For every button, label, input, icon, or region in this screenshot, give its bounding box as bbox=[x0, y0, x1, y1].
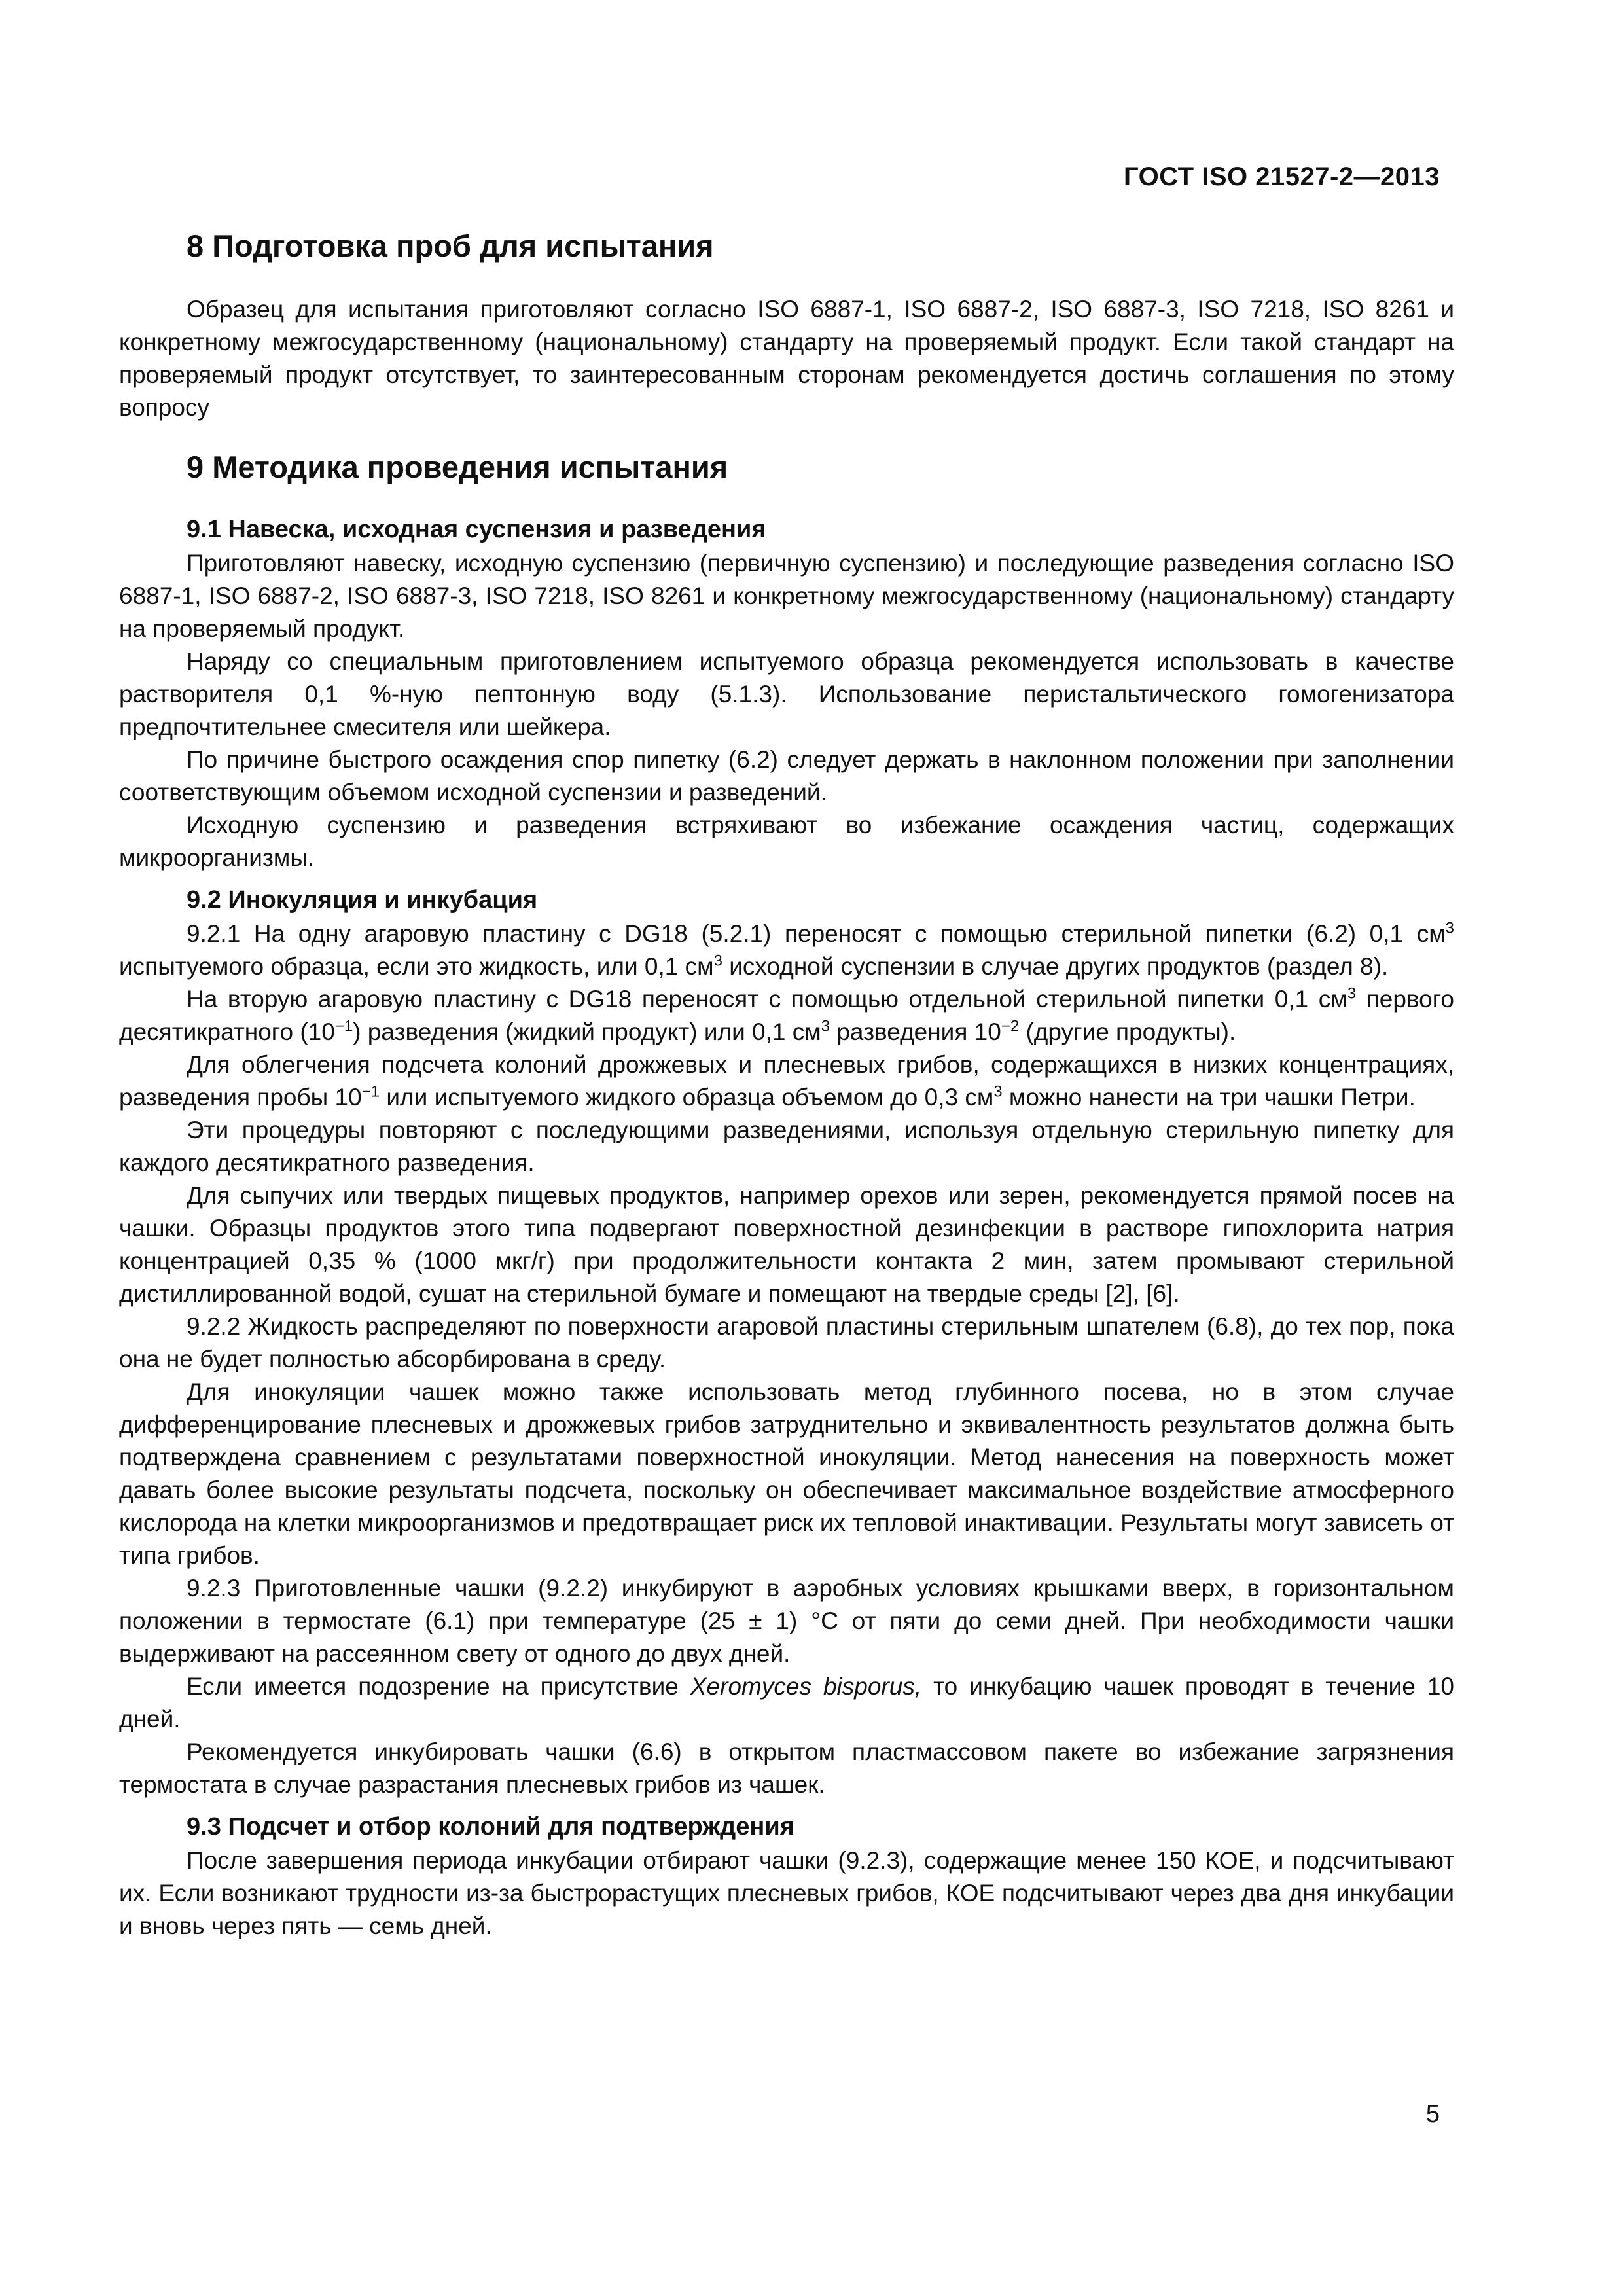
page-number: 5 bbox=[1425, 2100, 1440, 2128]
section-9-heading: 9 Методика проведения испытания bbox=[187, 450, 728, 484]
text-run: испытуемого образца, если это жидкость, или 0,1 см bbox=[119, 953, 714, 980]
text-run: ) разведения (жидкий продукт) или 0,1 см bbox=[353, 1018, 821, 1045]
paragraph-9-2-xeromyces bbox=[119, 1670, 1454, 1736]
superscript: −2 bbox=[1001, 1017, 1020, 1035]
subsection-9-3-heading: 9.3 Подсчет и отбор колоний для подтверждения bbox=[187, 1813, 794, 1840]
text-run: первого десятикратного (10 bbox=[119, 986, 1454, 1045]
superscript: 3 bbox=[993, 1083, 1003, 1101]
superscript: 3 bbox=[1347, 984, 1357, 1003]
section-8-paragraph: Образец для испытания приготовляют согласно ISO 6887-1, ISO 6887-2, ISO 6887-3, ISO 7218, ISO 8261 и конкретному межгосударственному (национальному) стандарту на проверяемый продукт. Если такой стандарт на проверяемый продукт отсутствует, то заинтересованным сторонам рекомендуется достичь соглашения по этому вопросу bbox=[119, 296, 1454, 421]
document-header-standard-id: ГОСТ ISO 21527-2—2013 bbox=[1124, 162, 1440, 191]
superscript: 3 bbox=[713, 952, 722, 970]
paragraph-9-2-dry-products: Для сыпучих или твердых пищевых продуктов, например орехов или зерен, рекомендуется прямой посев на чашки. Образцы продуктов этого типа подвергают поверхностной дезинфекции в растворе гипохлорита натрия концентрацией 0,35 % (1000 мкг/г) при продолжительности контакта 2 мин, затем промывают стерильной дистиллированной водой, сушат на стерильной бумаге и помещают на твердые среды [2], [6]. bbox=[119, 1182, 1454, 1307]
subsection-9-2-heading: 9.2 Инокуляция и инкубация bbox=[187, 886, 538, 914]
paragraph-9-2-second-plate bbox=[119, 983, 1454, 1049]
paragraph-9-1-d: Исходную суспензию и разведения встряхивают во избежание осаждения частиц, содержащих микроорганизмы. bbox=[119, 812, 1454, 871]
section-8-heading: 8 Подготовка проб для испытания bbox=[187, 228, 714, 263]
superscript: −1 bbox=[334, 1017, 353, 1035]
species-name: Xeromyces bisporus, bbox=[690, 1673, 922, 1700]
subsection-9-1-heading: 9.1 Навеска, исходная суспензия и разведения bbox=[187, 516, 766, 543]
text-run: Если имеется подозрение на присутствие bbox=[187, 1673, 690, 1700]
text-run: исходной суспензии в случае других продуктов (раздел 8). bbox=[722, 953, 1389, 980]
text-run: На вторую агаровую пластину с DG18 переносят с помощью отдельной стерильной пипетки 0,1 см bbox=[187, 986, 1347, 1013]
text-run: или испытуемого жидкого образца объемом до 0,3 см bbox=[380, 1084, 994, 1111]
paragraph-9-2-1 bbox=[119, 918, 1454, 983]
paragraph-9-2-pour-plate: Для инокуляции чашек можно также использовать метод глубинного посева, но в этом случае дифференцирование плесневых и дрожжевых грибов затруднительно и эквивалентность результатов должна быть подтверждена сравнением с результатами поверхностной инокуляции. Метод нанесения на поверхность может давать более высокие результаты подсчета, поскольку он обеспечивает максимальное воздействие атмосферного кислорода на клетки микроорганизмов и предотвращает риск их тепловой инактивации. Результаты могут зависеть от типа грибов. bbox=[119, 1378, 1454, 1569]
text-run: то инкубацию чашек проводят в течение 10 дней. bbox=[119, 1673, 1454, 1732]
text-run: разведения 10 bbox=[830, 1018, 1001, 1045]
document-body bbox=[119, 226, 1454, 1943]
superscript: −1 bbox=[361, 1083, 380, 1101]
paragraph-9-2-repeat: Эти процедуры повторяют с последующими разведениями, используя отдельную стерильную пипетку для каждого десятикратного разведения. bbox=[119, 1117, 1454, 1176]
superscript: 3 bbox=[821, 1017, 830, 1035]
paragraph-9-1-b: Наряду со специальным приготовлением испытуемого образца рекомендуется использовать в качестве растворителя 0,1 %-ную пептонную воду (5.1.3). Использование перистальтического гомогенизатора предпочтительнее смесителя или шейкера. bbox=[119, 648, 1454, 740]
text-run: 9.2.1 На одну агаровую пластину с DG18 (5.2.1) переносят с помощью стерильной пипетки (6.2) 0,1 см bbox=[187, 920, 1446, 947]
paragraph-9-3: После завершения периода инкубации отбирают чашки (9.2.3), содержащие менее 150 КОЕ, и подсчитывают их. Если возникают трудности из-за быстрорастущих плесневых грибов, КОЕ подсчитывают через два дня инкубации и вновь через пять — семь дней. bbox=[119, 1847, 1454, 1939]
text-run: можно нанести на три чашки Петри. bbox=[1002, 1084, 1416, 1111]
paragraph-9-1-c: По причине быстрого осаждения спор пипетку (6.2) следует держать в наклонном положении при заполнении соответствующим объемом исходной суспензии и разведений. bbox=[119, 746, 1454, 806]
superscript: 3 bbox=[1445, 919, 1454, 937]
paragraph-9-2-3: 9.2.3 Приготовленные чашки (9.2.2) инкубируют в аэробных условиях крышками вверх, в горизонтальном положении в термостате (6.1) при температуре (25 ± 1) °С от пяти до семи дней. При необходимости чашки выдерживают на рассеянном свету от одного до двух дней. bbox=[119, 1575, 1454, 1667]
paragraph-9-2-bag: Рекомендуется инкубировать чашки (6.6) в открытом пластмассовом пакете во избежание загрязнения термостата в случае разрастания плесневых грибов из чашек. bbox=[119, 1738, 1454, 1798]
paragraph-9-2-2: 9.2.2 Жидкость распределяют по поверхности агаровой пластины стерильным шпателем (6.8), до тех пор, пока она не будет полностью абсорбирована в среду. bbox=[119, 1313, 1454, 1372]
text-run: (другие продукты). bbox=[1019, 1018, 1236, 1045]
text-run: Для облегчения подсчета колоний дрожжевых и плесневых грибов, содержащихся в низких концентрациях, разведения пробы 10 bbox=[119, 1051, 1454, 1111]
paragraph-9-1-a: Приготовляют навеску, исходную суспензию (первичную суспензию) и последующие разведения согласно ISO 6887-1, ISO 6887-2, ISO 6887-3, ISO 7218, ISO 8261 и конкретному межгосударственному (национальному) стандарту на проверяемый продукт. bbox=[119, 550, 1454, 642]
paragraph-9-2-low-concentration bbox=[119, 1049, 1454, 1114]
